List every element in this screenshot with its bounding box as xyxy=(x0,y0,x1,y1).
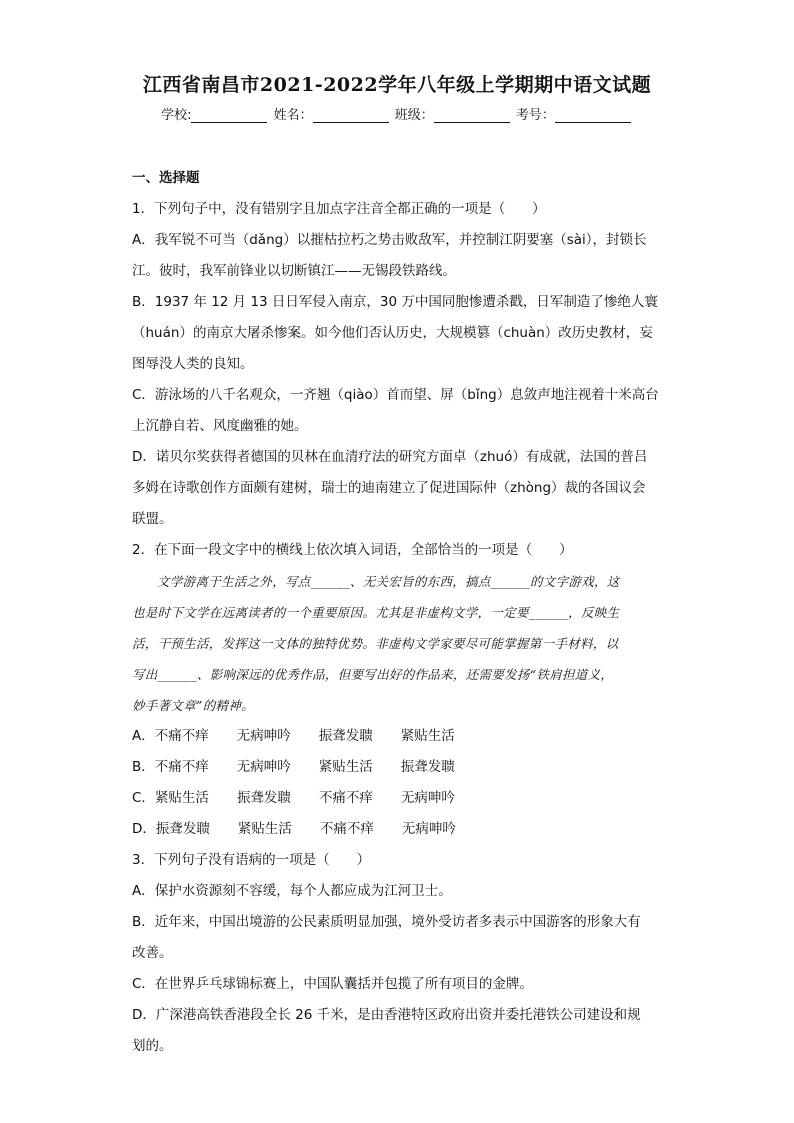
option-word: 紧贴生活 xyxy=(154,790,209,806)
q1-option-d-line3: 联盟。 xyxy=(132,511,173,527)
q3-option-d-line1: D．广深港高铁香港段全长 26 千米，是由香港特区政府出资并委托港铁公司建设和规 xyxy=(132,1007,641,1023)
q2-passage-line3: 活，干预生活，发挥这一文体的独特优势。非虚构文学家要尽可能掌握第一手材料，以 xyxy=(132,636,619,651)
option-word: 无病呻吟 xyxy=(236,728,291,744)
option-word: 振聋发聩 xyxy=(318,728,373,744)
option-word: 振聋发聩 xyxy=(155,821,210,837)
q2-passage-line2: 也是时下文学在远离读者的一个重要原因。尤其是非虚构文学，一定要______，反映生 xyxy=(132,605,620,620)
option-word: 紧贴生活 xyxy=(237,821,292,837)
option-word: 不痛不痒 xyxy=(154,728,209,744)
option-word: 振聋发聩 xyxy=(236,790,291,806)
class-label: 班级： xyxy=(394,108,434,123)
option-label: C． xyxy=(132,790,155,806)
q3-option-d-line2: 划的。 xyxy=(132,1038,173,1054)
option-word: 无病呻吟 xyxy=(401,821,456,837)
option-word: 不痛不痒 xyxy=(319,821,374,837)
q2-option-b xyxy=(132,752,662,783)
q2-stem: 2．在下面一段文字中的横线上依次填入词语，全部恰当的一项是（ ） xyxy=(132,542,573,558)
q2-passage-line5: 妙手著文章”的精神。 xyxy=(132,698,254,713)
option-word: 无病呻吟 xyxy=(400,790,455,806)
student-info-line xyxy=(0,104,794,123)
q3-option-c: C．在世界乒乓球锦标赛上，中国队囊括并包揽了所有项目的金牌。 xyxy=(132,976,533,992)
option-word: 不痛不痒 xyxy=(318,790,373,806)
option-word: 无病呻吟 xyxy=(236,759,291,775)
q2-passage xyxy=(132,566,662,721)
q1-option-c-line1: C．游泳场的八千名观众，一齐翘（qiào）首而望、屏（bǐng）息敛声地注视着十米高台 xyxy=(132,387,659,403)
q1-option-b-line1: B．1937 年 12 月 13 日日军侵入南京，30 万中国同胞惨遭杀戳，日军制造了惨绝人寰 xyxy=(132,294,658,310)
option-word: 振聋发聩 xyxy=(400,759,455,775)
q1-option-c-line2: 上沉静自若、风度幽雅的她。 xyxy=(132,418,308,434)
option-word: 紧贴生活 xyxy=(400,728,455,744)
option-label: B． xyxy=(132,759,155,775)
q1-stem: 1．下列句子中，没有错别字且加点字注音全都正确的一项是（ ） xyxy=(132,201,546,217)
option-word: 不痛不痒 xyxy=(154,759,209,775)
q3-option-a: A．保护水资源刻不容缓，每个人都应成为江河卫士。 xyxy=(132,883,452,899)
q2-option-d xyxy=(132,814,662,845)
q2-passage-line1: 文学游离于生活之外，写点______、无关宏旨的东西，搞点______的文字游戏，这 xyxy=(157,574,620,589)
section-heading: 一、选择题 xyxy=(132,170,200,186)
q1-option-d-line1: D．诺贝尔奖获得者德国的贝林在血清疗法的研究方面卓（zhuó）有成就，法国的普吕 xyxy=(132,449,648,465)
option-label: A． xyxy=(132,728,155,744)
q2-option-a xyxy=(132,721,662,752)
exam-number-label: 考号： xyxy=(515,108,555,123)
q1-option-a-line2: 江。彼时，我军前锋业以切断镇江——无锡段铁路线。 xyxy=(132,263,456,279)
page-title: 江西省南昌市2021-2022学年八年级上学期期中语文试题 xyxy=(142,74,652,96)
school-blank[interactable] xyxy=(191,110,267,123)
name-blank[interactable] xyxy=(313,110,389,123)
q1-option-d-line2: 多姆在诗歌创作方面颇有建树，瑞士的迪南建立了促进国际仲（zhòng）裁的各国议会 xyxy=(132,480,646,496)
q3-stem: 3．下列句子没有语病的一项是（ ） xyxy=(132,852,371,868)
school-label: 学校: xyxy=(161,108,192,123)
exam-number-blank[interactable] xyxy=(555,110,631,123)
q3-option-b-line1: B．近年来，中国出境游的公民素质明显加强，境外受访者多表示中国游客的形象大有 xyxy=(132,914,641,930)
q2-option-c xyxy=(132,783,662,814)
class-blank[interactable] xyxy=(434,110,510,123)
q1-option-b-line3: 图辱没人类的良知。 xyxy=(132,356,254,372)
option-word: 紧贴生活 xyxy=(318,759,373,775)
question-content xyxy=(132,163,662,1062)
q3-option-b-line2: 改善。 xyxy=(132,945,173,961)
q1-option-a-line1: A．我军锐不可当（dǎng）以摧枯拉朽之势击败敌军，并控制江阴要塞（sài），封锁长 xyxy=(132,232,647,248)
q2-passage-line4: 写出______、影响深远的优秀作品，但要写出好的作品来，还需要发扬“铁肩担道义， xyxy=(132,667,614,682)
option-label: D． xyxy=(132,821,156,837)
q1-option-b-line2: （huán）的南京大屠杀惨案。如今他们否认历史，大规模篡（chuàn）改历史教材，妄 xyxy=(132,325,653,341)
name-label: 姓名： xyxy=(273,108,313,123)
